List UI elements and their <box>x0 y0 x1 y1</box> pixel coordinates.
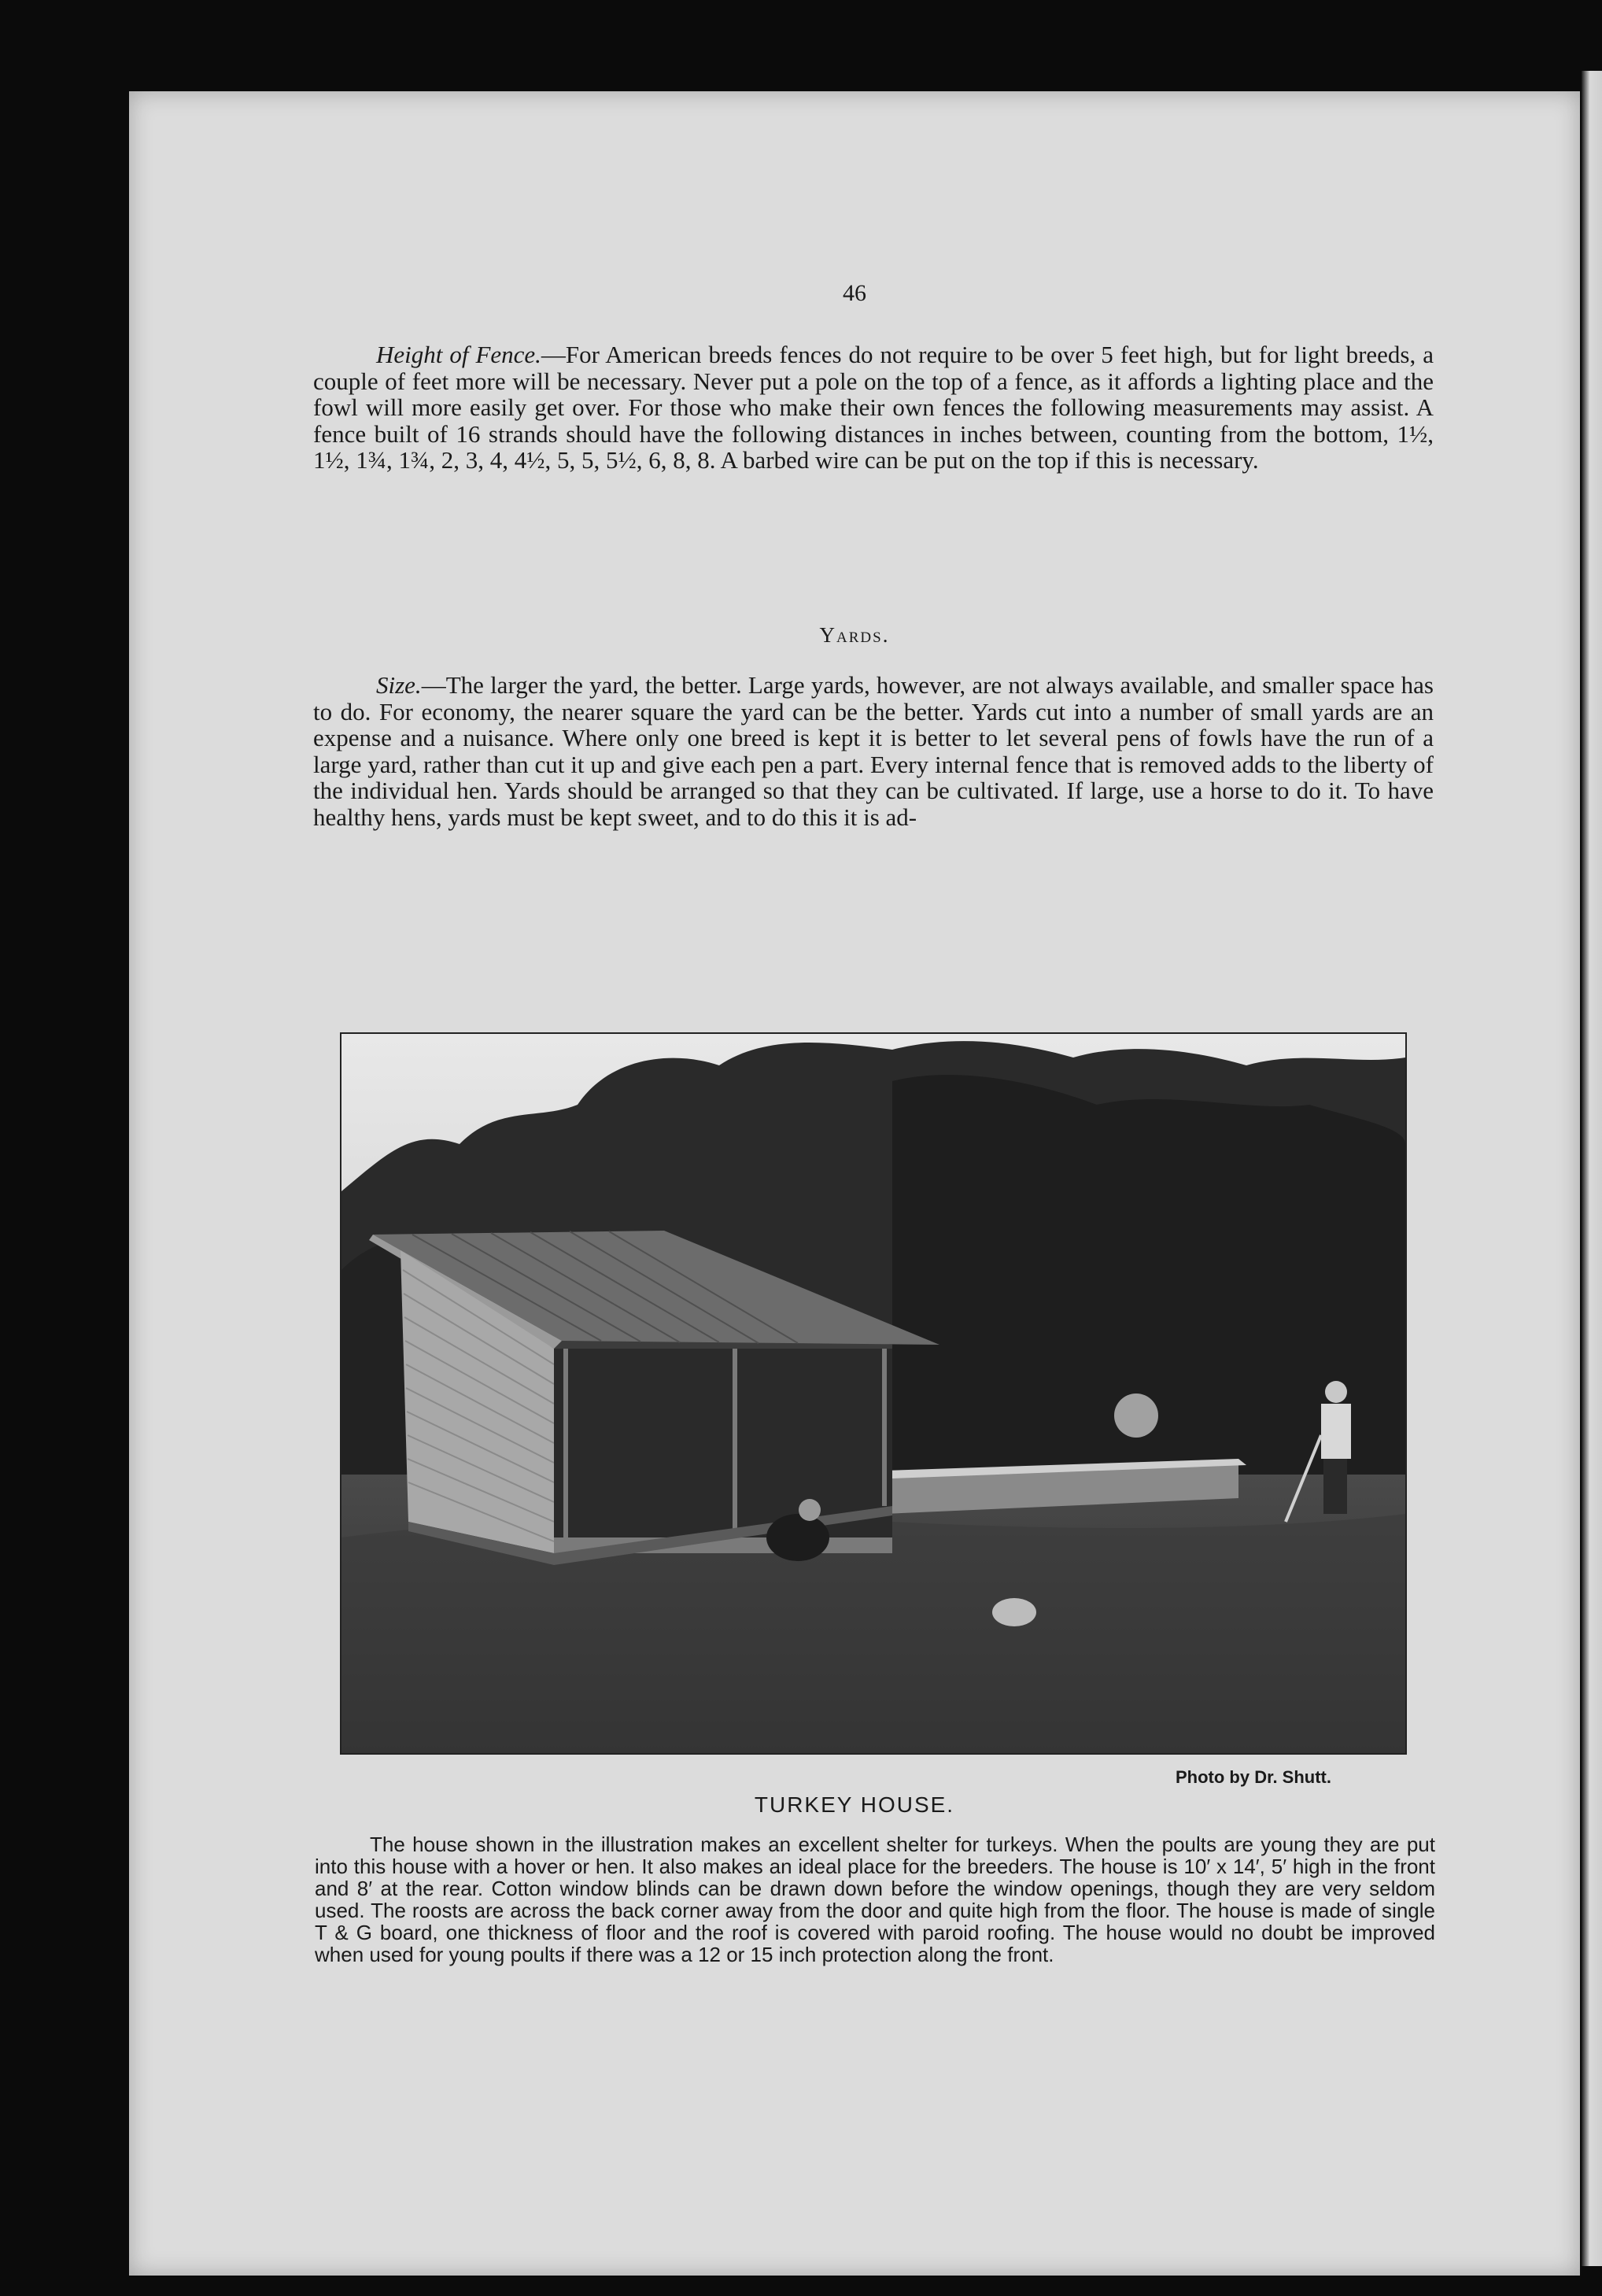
turkey-house-photo <box>340 1032 1407 1755</box>
book-page <box>129 91 1580 2276</box>
page-number: 46 <box>843 280 866 306</box>
photo-caption <box>315 1833 1435 1966</box>
photo-caption-text: The house shown in the illustration makes an excellent shelter for turkeys. When the poults are young they are put into this house with a hover or hen. It also makes an ideal place for the breeders. The house is 10′ x 14′, 5′ high in the front and 8′ at the rear. Cotton window blinds can be drawn down before the window openings, though they are very seldom used. The roosts are across the back corner away from the door and quite high from the floor. The house is made of single T & G board, one thickness of floor and the roof is covered with paroid roofing. The house would no doubt be improved when used for young poults if there was a 12 or 15 inch protection along the front. <box>315 1833 1435 1966</box>
yards-paragraph <box>313 672 1434 830</box>
scan-edge <box>1582 71 1602 2266</box>
yards-run-in-heading: Size. <box>376 671 422 699</box>
photo-title: TURKEY HOUSE. <box>754 1792 955 1817</box>
photo-credit: Photo by Dr. Shutt. <box>1176 1767 1331 1787</box>
fence-run-in-heading: Height of Fence. <box>376 341 541 368</box>
fence-paragraph <box>313 341 1434 474</box>
yards-text: —The larger the yard, the better. Large yards, however, are not always available, and smaller space has to do. For economy, the nearer square the yard can be the better. Yards cut into a number of small yards are an expense and a nuisance. Where only one breed is kept it is better to let several pens of fowls have the run of a large yard, rather than cut it up and give each pen a part. Every internal fence that is removed adds to the liberty of the individual hen. Yards should be arranged so that they can be cultivated. If large, use a horse to do it. To have healthy hens, yards must be kept sweet, and to do this it is ad- <box>313 671 1434 831</box>
fence-text: —For American breeds fences do not require to be over 5 feet high, but for light breeds, a couple of feet more will be necessary. Never put a pole on the top of a fence, as it affords a lighting place and the fowl will more easily get over. For those who make their own fences the following measurements may assist. A fence built of 16 strands should have the following distances in inches between, counting from the bottom, 1½, 1½, 1¾, 1¾, 2, 3, 4, 4½, 5, 5, 5½, 6, 8, 8. A barbed wire can be put on the top if this is necessary. <box>313 341 1434 474</box>
section-heading-yards: Yards. <box>819 623 890 647</box>
